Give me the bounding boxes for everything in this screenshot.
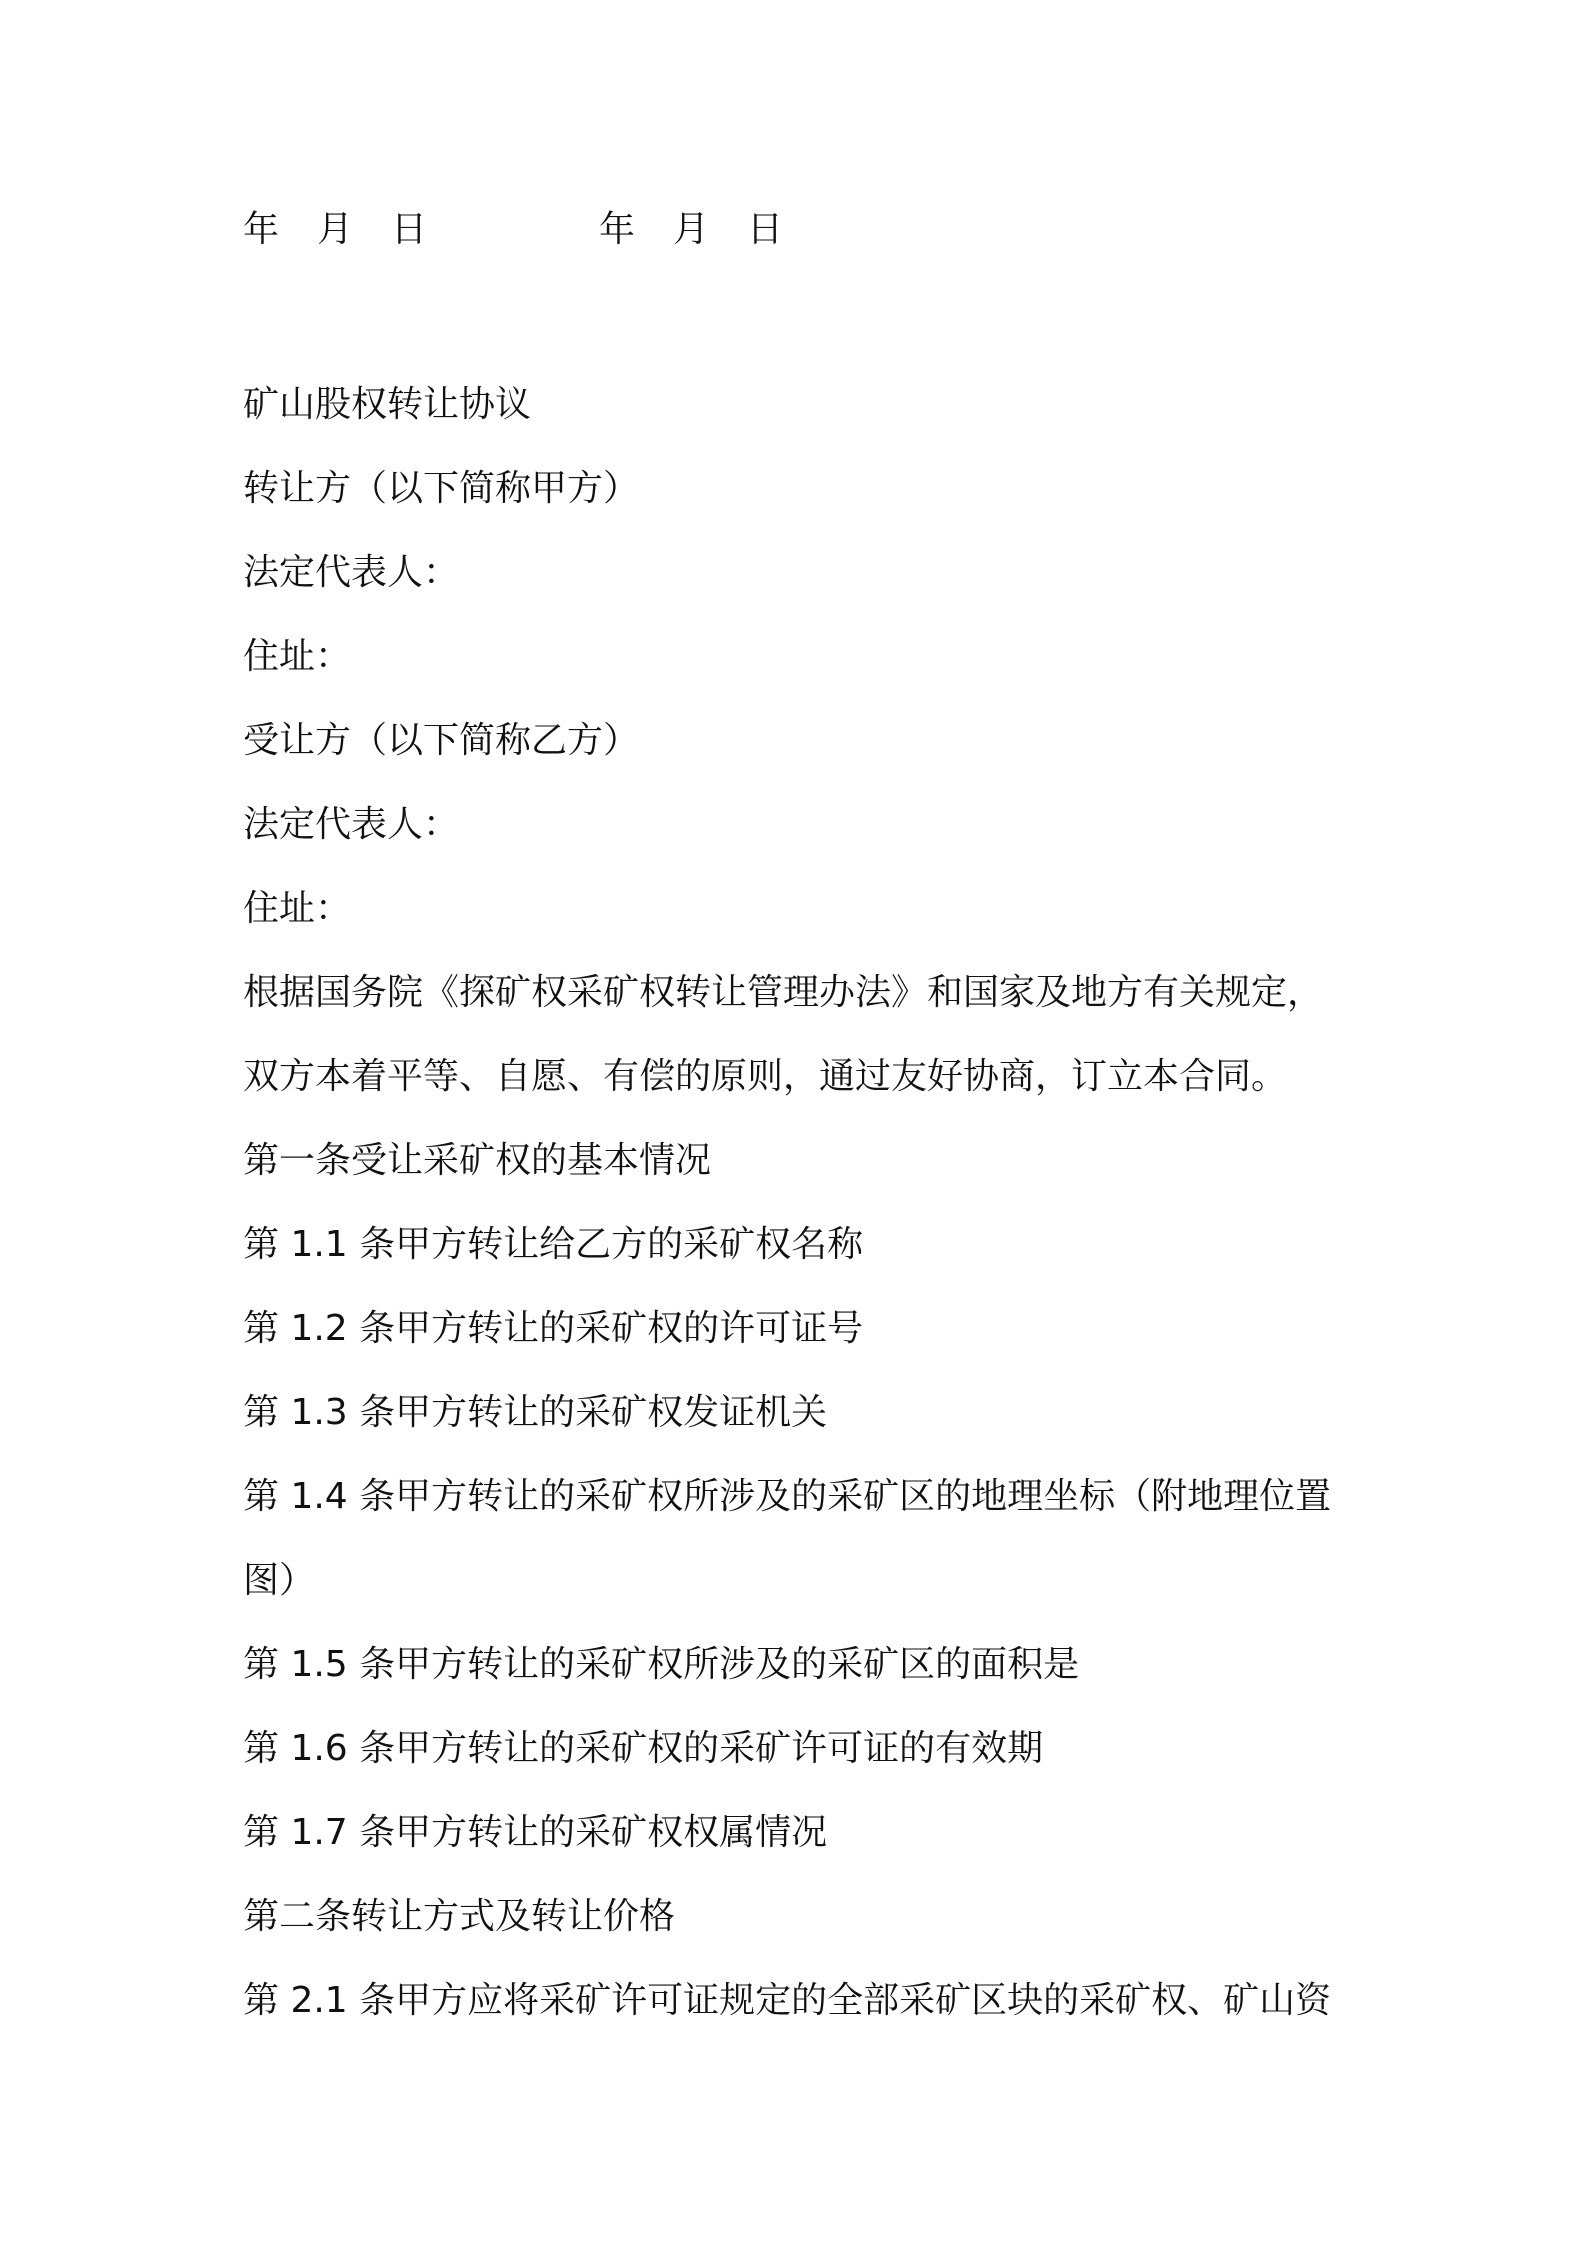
- date-month-label: 月: [673, 209, 710, 250]
- clause-line: 图）: [243, 1560, 316, 1601]
- date-group-left: [243, 200, 451, 260]
- date-month-label: 月: [317, 209, 354, 250]
- transferor-line: 转让方（以下简称甲方）: [243, 468, 640, 509]
- document-body: [243, 363, 1363, 2043]
- clause-line: 第 1.1 条甲方转让给乙方的采矿权名称: [243, 1224, 864, 1265]
- date-group-right: [599, 200, 807, 260]
- legal-representative-line: 法定代表人：: [243, 552, 460, 593]
- clause-line: 第 1.4 条甲方转让的采矿权所涉及的采矿区的地理坐标（附地理位置: [243, 1476, 1332, 1517]
- preamble-line: 双方本着平等、自愿、有偿的原则，通过友好协商，订立本合同。: [243, 1056, 1288, 1097]
- legal-representative-line: 法定代表人：: [243, 804, 460, 845]
- article-heading: 第一条受让采矿权的基本情况: [243, 1140, 712, 1181]
- date-line: [243, 200, 807, 260]
- article-heading: 第二条转让方式及转让价格: [243, 1896, 676, 1937]
- clause-line: 第 1.7 条甲方转让的采矿权权属情况: [243, 1812, 828, 1853]
- clause-line: 第 1.5 条甲方转让的采矿权所涉及的采矿区的面积是: [243, 1644, 1080, 1685]
- date-year-label: 年: [243, 209, 280, 250]
- date-year-label: 年: [599, 209, 636, 250]
- preamble-line: 根据国务院《探矿权采矿权转让管理办法》和国家及地方有关规定，: [243, 972, 1324, 1013]
- clause-line: 第 2.1 条甲方应将采矿许可证规定的全部采矿区块的采矿权、矿山资: [243, 1980, 1332, 2021]
- document-title: 矿山股权转让协议: [243, 384, 532, 425]
- address-line: 住址：: [243, 888, 352, 929]
- date-day-label: 日: [391, 209, 428, 250]
- date-day-label: 日: [747, 209, 784, 250]
- clause-line: 第 1.6 条甲方转让的采矿权的采矿许可证的有效期: [243, 1728, 1044, 1769]
- clause-line: 第 1.2 条甲方转让的采矿权的许可证号: [243, 1308, 864, 1349]
- address-line: 住址：: [243, 636, 352, 677]
- clause-line: 第 1.3 条甲方转让的采矿权发证机关: [243, 1392, 828, 1433]
- transferee-line: 受让方（以下简称乙方）: [243, 720, 640, 761]
